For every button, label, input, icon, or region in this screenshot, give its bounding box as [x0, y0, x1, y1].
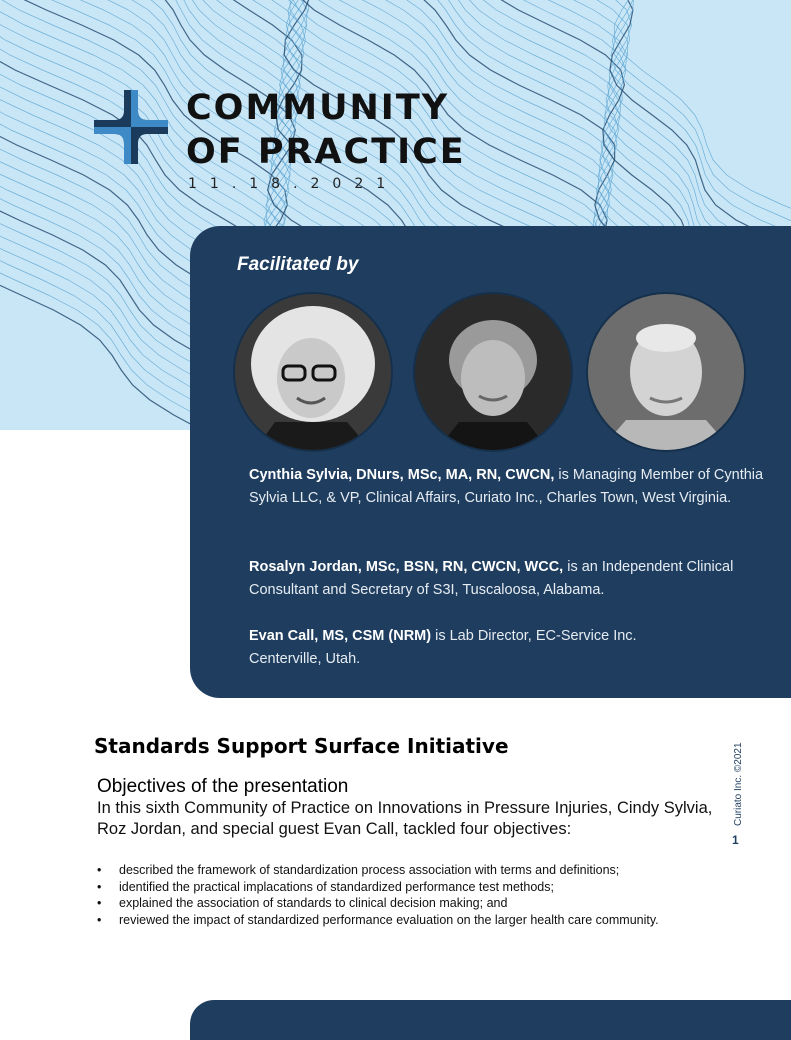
facilitator-description: is Managing Member of Cynthia Sylvia LLC, & VP, Clinical Affairs, Curiato Inc., Charles Town, West Virginia.: [249, 467, 764, 506]
facilitator-name: Rosalyn Jordan, MSc, BSN, RN, CWCN, WCC,: [249, 559, 564, 575]
title-line-2: OF PRACTICE: [186, 132, 466, 172]
next-panel-edge: [190, 1000, 791, 1040]
list-item: • reviewed the impact of standardized performance evaluation on the larger health care community.: [97, 912, 697, 929]
list-item: • described the framework of standardization process association with terms and definitions;: [97, 862, 697, 879]
facilitators-panel: [190, 226, 791, 698]
cross-logo-icon: [94, 90, 168, 164]
copyright-notice: Curiato Inc. ©2021: [733, 742, 744, 826]
title-line-1: COMMUNITY: [186, 88, 450, 128]
facilitator-description: is an Independent Clinical Consultant and Secretary of S3I, Tuscaloosa, Alabama.: [249, 559, 734, 598]
intro-paragraph: In this sixth Community of Practice on Innovations in Pressure Injuries, Cindy Sylvia, Roz Jordan, and special guest Evan Call, tackled four objectives:: [97, 799, 713, 838]
list-item: • explained the association of standards to clinical decision making; and: [97, 895, 697, 912]
page-title: [186, 86, 466, 174]
bio-evan-call: [249, 625, 699, 671]
bio-cynthia-sylvia: [249, 464, 769, 510]
facilitated-by-label: Facilitated by: [237, 254, 359, 275]
facilitator-description: is Lab Director, EC-Service Inc. Centerville, Utah.: [249, 628, 637, 667]
avatar-cynthia-sylvia: [233, 292, 393, 452]
avatar-rosalyn-jordan: [413, 292, 573, 452]
avatar-evan-call: [586, 292, 746, 452]
page-number: 1: [732, 833, 739, 847]
section-title: Standards Support Surface Initiative: [94, 734, 509, 758]
bio-rosalyn-jordan: [249, 556, 769, 602]
objectives-heading: Objectives of the presentation: [97, 776, 349, 797]
objectives-list: [97, 862, 697, 928]
facilitator-name: Evan Call, MS, CSM (NRM): [249, 628, 432, 644]
facilitator-name: Cynthia Sylvia, DNurs, MSc, MA, RN, CWCN,: [249, 467, 555, 483]
list-item: • identified the practical implacations of standardized performance test methods;: [97, 879, 697, 896]
event-date: 11.18.2021: [188, 176, 399, 192]
